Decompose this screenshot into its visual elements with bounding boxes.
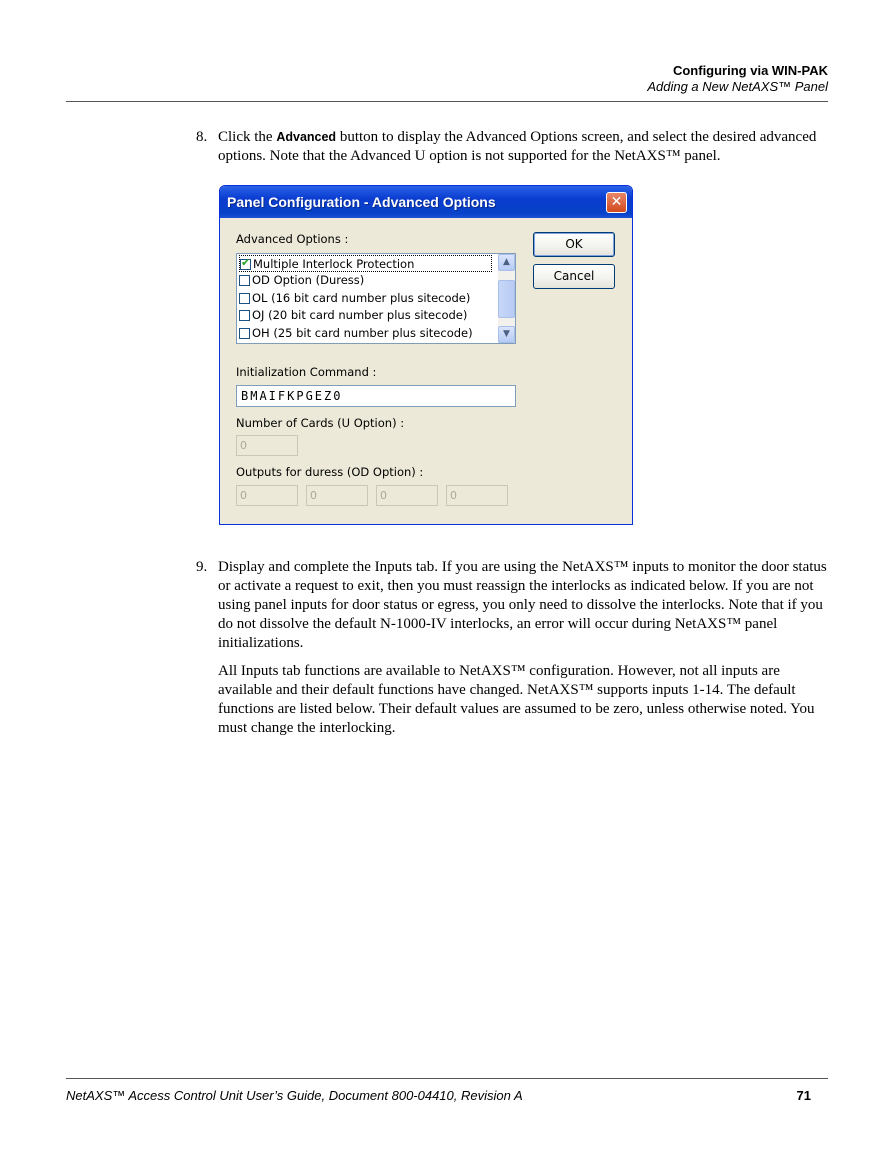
duress-output-field[interactable]: 0 xyxy=(376,485,438,506)
checkbox[interactable] xyxy=(239,293,250,304)
checkbox[interactable] xyxy=(239,275,250,286)
init-command-label: Initialization Command : xyxy=(236,365,377,379)
list-item[interactable] xyxy=(239,290,470,307)
running-header-title: Configuring via WIN-PAK xyxy=(672,63,828,78)
list-item[interactable] xyxy=(239,272,364,289)
list-item[interactable] xyxy=(239,325,473,342)
list-scrollbar[interactable] xyxy=(498,254,515,343)
scroll-up-icon[interactable]: ▲ xyxy=(498,254,515,271)
advanced-options-dialog xyxy=(219,185,633,525)
dialog-title: Panel Configuration - Advanced Options xyxy=(227,194,496,210)
option-label: OH (25 bit card number plus sitecode) xyxy=(252,326,473,340)
list-item[interactable] xyxy=(239,255,492,272)
scroll-thumb[interactable] xyxy=(498,280,515,318)
step-8 xyxy=(196,128,836,166)
page-number: 71 xyxy=(796,1088,811,1103)
step-8-after: button to display the Advanced Options screen, and select the desired advanced options. Note that the Advanced U option is not supported for the NetAXS™ panel. xyxy=(218,129,817,164)
checkbox[interactable] xyxy=(240,256,251,270)
inputs-tab-paragraph: All Inputs tab functions are available to NetAXS™ configuration. However, not all inputs are available and their default functions have changed. NetAXS™ supports inputs 1-14. The default functions are listed below. Their default values are assumed to be zero, unless otherwise noted. You must change the interlocking. xyxy=(218,663,815,736)
option-label: OD Option (Duress) xyxy=(252,273,365,287)
duress-output-field[interactable]: 0 xyxy=(306,485,368,506)
advanced-options-list[interactable] xyxy=(236,253,516,344)
checkbox[interactable] xyxy=(239,328,250,339)
duress-output-field[interactable]: 0 xyxy=(236,485,298,506)
scroll-down-icon[interactable]: ▼ xyxy=(498,326,515,343)
checkmark-icon: ✔ xyxy=(241,256,251,269)
step-8-before: Click the xyxy=(218,129,277,145)
option-label: Multiple Interlock Protection xyxy=(253,257,415,271)
outputs-duress-label: Outputs for duress (OD Option) : xyxy=(236,465,424,479)
ok-button[interactable]: OK xyxy=(533,232,615,257)
close-icon[interactable]: ✕ xyxy=(606,192,627,213)
footer-document-title: NetAXS™ Access Control Unit User’s Guide, Document 800-04410, Revision A xyxy=(66,1088,523,1103)
step-9-number: 9. xyxy=(196,559,208,575)
cancel-button[interactable]: Cancel xyxy=(533,264,615,289)
checkbox[interactable] xyxy=(239,310,250,321)
list-item[interactable] xyxy=(239,307,467,324)
option-label: OJ (20 bit card number plus sitecode) xyxy=(252,308,468,322)
dialog-title-bar xyxy=(220,186,632,218)
step-9 xyxy=(196,558,836,653)
step-8-text xyxy=(218,128,836,166)
num-cards-label: Number of Cards (U Option) : xyxy=(236,416,405,430)
header-divider xyxy=(66,101,828,102)
num-cards-field[interactable]: 0 xyxy=(236,435,298,456)
init-command-field[interactable]: BMAIFKPGEZ0 xyxy=(236,385,516,407)
advanced-button-reference: Advanced xyxy=(276,130,337,144)
step-8-number: 8. xyxy=(196,129,208,145)
footer-divider xyxy=(66,1078,828,1079)
duress-output-field[interactable]: 0 xyxy=(446,485,508,506)
option-label: OL (16 bit card number plus sitecode) xyxy=(252,291,471,305)
step-9-text: Display and complete the Inputs tab. If you are using the NetAXS™ inputs to monitor the door status or activate a request to exit, then you must reassign the interlocks as indicated below. If you are not using panel inputs for door status or egress, you only need to dissolve the interlocks. Note that if you do not dissolve the default N-1000-IV interlocks, an error will occur during NetAXS™ panel initializations. xyxy=(218,559,827,651)
advanced-options-label: Advanced Options : xyxy=(236,232,349,246)
running-header-subtitle: Adding a New NetAXS™ Panel xyxy=(647,79,828,94)
